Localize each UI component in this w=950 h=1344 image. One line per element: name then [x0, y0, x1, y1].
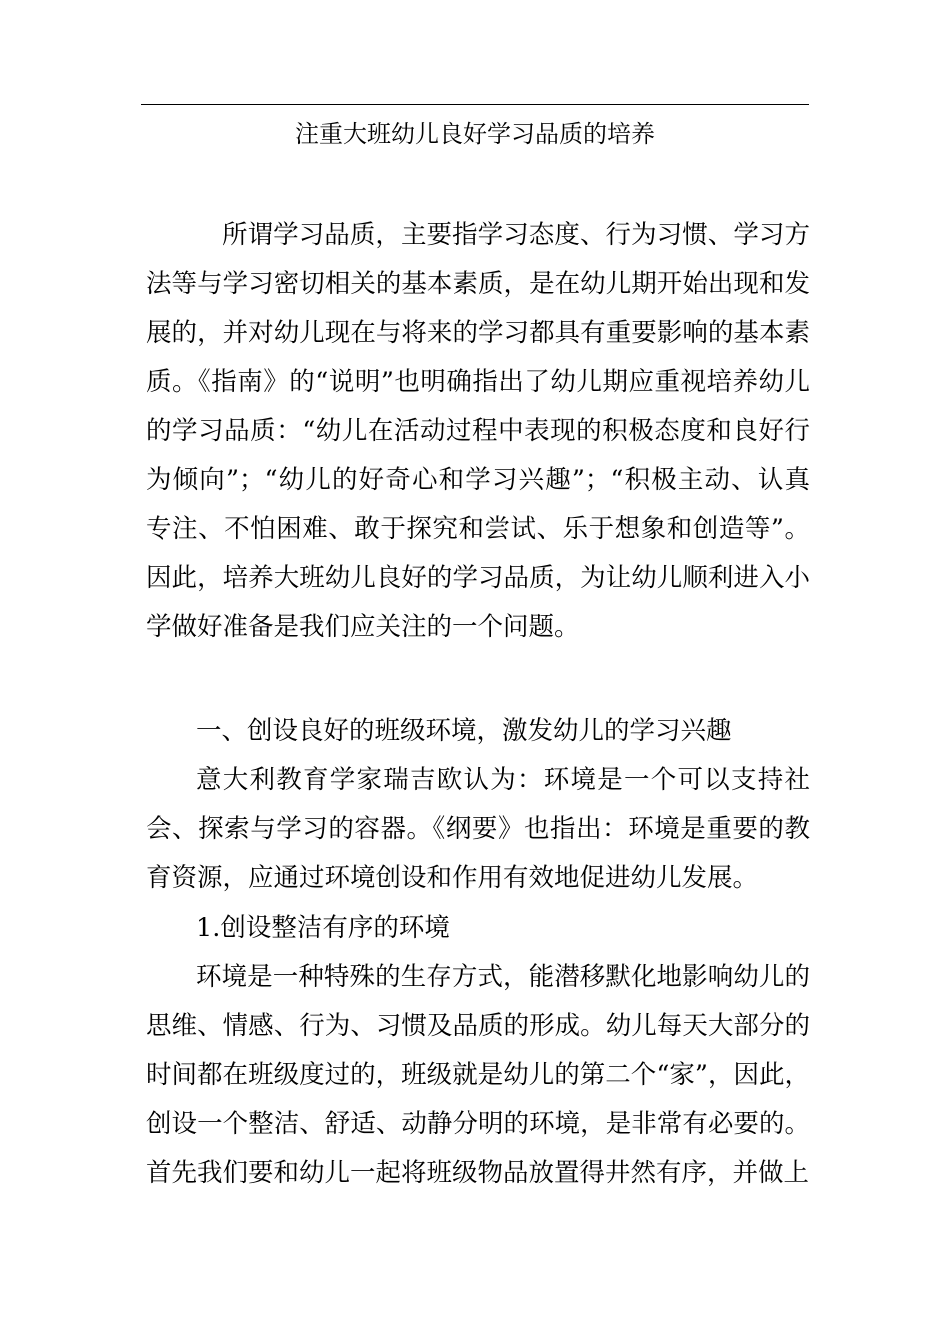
subsection-1-heading: 1.创设整洁有序的环境: [196, 913, 450, 943]
intro-paragraph: 所谓学习品质，主要指学习态度、行为习惯、学习方法等与学习密切相关的基本素质，是在幼儿期开始出现和发展的，并对幼儿现在与将来的学习都具有重要影响的基本素质。《指南》的“说明”也明确指出了幼儿期应重视培养幼儿的学习品质：“幼儿在活动过程中表现的积极态度和良好行为倾向”；“幼儿的好奇心和学习兴趣”；“积极主动、认真专注、不怕困难、敢于探究和尝试、乐于想象和创造等”。因此，培养大班幼儿良好的学习品质，为让幼儿顺利进入小学做好准备是我们应关注的一个问题。: [146, 220, 810, 642]
section-1-paragraph: 意大利教育学家瑞吉欧认为：环境是一个可以支持社会、探索与学习的容器。《纲要》也指出：环境是重要的教育资源，应通过环境创设和作用有效地促进幼儿发展。: [146, 765, 810, 893]
section-1-heading: 一、创设良好的班级环境，激发幼儿的学习兴趣: [196, 716, 732, 746]
header-rule: [141, 104, 809, 105]
subsection-1-paragraph: 环境是一种特殊的生存方式，能潜移默化地影响幼儿的思维、情感、行为、习惯及品质的形成。幼儿每天大部分的时间都在班级度过的，班级就是幼儿的第二个“家”，因此，创设一个整洁、舒适、动静分明的环境，是非常有必要的。首先我们要和幼儿一起将班级物品放置得井然有序，并做上: [146, 962, 810, 1188]
document-title: 注重大班幼儿良好学习品质的培养: [295, 120, 655, 148]
